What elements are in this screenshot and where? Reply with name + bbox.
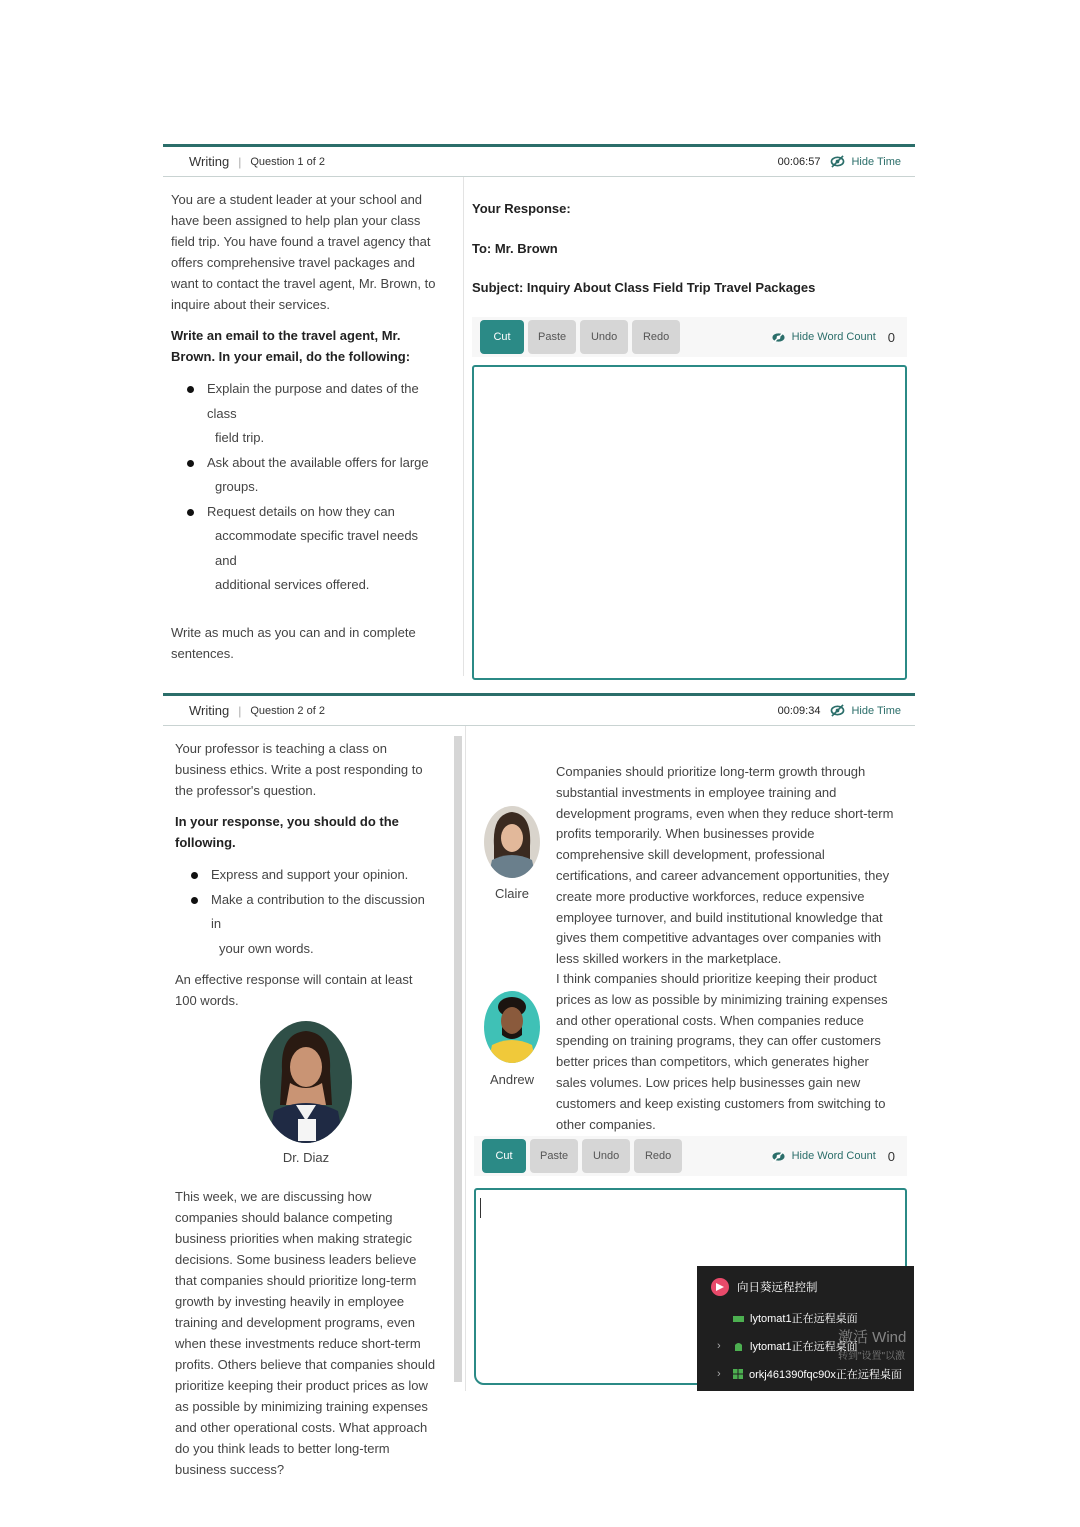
paste-button[interactable]: Paste — [528, 320, 576, 354]
question-number: Question 1 of 2 — [250, 155, 325, 168]
session-label: lytomat1正在远程桌面 — [750, 1313, 858, 1325]
windows-icon — [733, 1369, 743, 1379]
notification-title: 向日葵远程控制 — [737, 1282, 818, 1294]
email-to: To: Mr. Brown — [472, 241, 558, 256]
bullet-dot — [191, 872, 198, 879]
bullet-dot — [187, 460, 194, 467]
sunflower-logo-icon — [711, 1278, 729, 1296]
hide-time-button[interactable] — [830, 704, 901, 717]
top-bar — [163, 696, 915, 726]
prompt-bullet — [189, 888, 437, 962]
prompt-intro: You are a student leader at your school and have been assigned to help plan your class field trip. You have found a travel agency that offers comprehensive travel packages and want to contact the travel agent, Mr. Brown, to inquire about their services. — [171, 192, 436, 312]
activation-watermark: 激活 Wind — [838, 1329, 907, 1346]
eye-slash-icon — [830, 155, 845, 168]
andrew-avatar — [484, 991, 540, 1063]
bullet-line: Make a contribution to the discussion in — [211, 891, 425, 931]
professor-name: Dr. Diaz — [282, 1150, 330, 1165]
hide-time-label: Hide Time — [851, 155, 901, 168]
response-pane — [463, 177, 915, 676]
prompt-bullet — [185, 500, 443, 598]
separator: | — [238, 154, 242, 169]
session-label: lytomat1正在远程桌面 — [750, 1341, 858, 1353]
bullet-dot — [187, 509, 194, 516]
hide-word-count-button[interactable] — [771, 1149, 899, 1164]
monitor-icon — [733, 1314, 744, 1323]
prompt-pane — [163, 726, 453, 1477]
hide-word-count-label: Hide Word Count — [791, 331, 876, 343]
andrew-post: I think companies should prioritize keeping their product prices as low as possible by minimizing training expenses and other operational costs. When companies reduce spending on training programs, they can offer customers better prices than competitors, which generates higher sales volumes. Low prices help businesses gain new customers and keep existing customers from switching to other companies. — [556, 971, 888, 1132]
question-1-panel — [163, 144, 915, 676]
chevron-right-icon: › — [717, 1340, 721, 1352]
text-cursor — [480, 1198, 481, 1218]
bullet-line: groups. — [215, 479, 259, 494]
word-count: 0 — [887, 1148, 895, 1164]
question-number: Question 2 of 2 — [250, 704, 325, 717]
claire-post: Companies should prioritize long-term growth through substantial investments in employee training and development programs, even when they reduce short-term profits temporarily. When businesses provide comprehensive skill development, professional certifications, and career advancement opportunities, they create more productive workforces, reduce expensive employee turnover, and build institutional knowledge that gives them competitive advantages over companies with less skilled workers in the marketplace. — [556, 764, 894, 967]
eye-slash-icon — [771, 331, 786, 344]
session-label: orkj461390fqc90x正在远程桌面 — [749, 1369, 902, 1381]
bullet-line: Express and support your opinion. — [211, 867, 409, 882]
editor-toolbar — [474, 1136, 907, 1176]
prompt-closing: Write as much as you can and in complete sentences. — [171, 624, 416, 661]
prompt-intro: Your professor is teaching a class on business ethics. Write a post responding to the professor's question. — [175, 741, 423, 798]
section-title: Writing — [189, 703, 230, 718]
chevron-right-icon: › — [717, 1368, 721, 1380]
prompt-requirement: An effective response will contain at least 100 words. — [175, 972, 413, 1008]
hide-word-count-label: Hide Word Count — [791, 1150, 876, 1162]
android-icon — [733, 1341, 744, 1352]
prompt-bullets — [189, 863, 437, 961]
eye-slash-icon — [830, 704, 845, 717]
andrew-name: Andrew — [489, 1072, 535, 1087]
timer: 00:06:57 — [777, 155, 821, 168]
redo-button[interactable]: Redo — [632, 320, 680, 354]
bullet-line: additional services offered. — [215, 577, 370, 592]
professor-photo — [260, 1021, 352, 1143]
word-count: 0 — [887, 329, 895, 345]
top-bar — [163, 147, 915, 177]
claire-photo — [484, 806, 540, 878]
section-title: Writing — [189, 154, 230, 169]
bullet-line: Ask about the available offers for large — [207, 454, 429, 470]
bullet-line: Explain the purpose and dates of the class — [207, 381, 419, 421]
claire-name: Claire — [495, 886, 529, 901]
bullet-dot — [187, 386, 194, 393]
cut-button[interactable]: Cut — [482, 1139, 526, 1173]
editor-toolbar — [472, 317, 907, 357]
activation-watermark-sub: 转到"设置"以激 — [838, 1351, 906, 1362]
prompt-bullet — [185, 377, 443, 451]
separator: | — [238, 703, 242, 718]
prompt-bullets — [185, 377, 443, 598]
notification-header — [697, 1266, 914, 1304]
bullet-line: accommodate specific travel needs and — [215, 528, 419, 568]
hide-word-count-button[interactable] — [771, 330, 899, 345]
prompt-bullet — [189, 863, 437, 888]
professor-question: This week, we are discussing how companies should balance competing business priorities when making strategic decisions. Some business leaders believe that companies should prioritize long-term growth by investing heavily in employee training and development programs, even when these investments reduce short-term profits. Others believe that companies should prioritize keeping their product prices as low as possible by minimizing training expenses and other operational costs. What approach do you think leads to better long-term business success? — [175, 1189, 436, 1477]
prompt-pane — [163, 177, 463, 676]
response-textarea[interactable] — [472, 365, 907, 680]
timer: 00:09:34 — [777, 704, 821, 717]
claire-avatar — [484, 806, 540, 878]
andrew-photo — [484, 991, 540, 1063]
cut-button[interactable]: Cut — [480, 320, 524, 354]
prompt-scrollbar[interactable] — [454, 736, 462, 1382]
undo-button[interactable]: Undo — [580, 320, 628, 354]
prompt-instruction: In your response, you should do the following. — [175, 814, 399, 850]
bullet-line: field trip. — [215, 430, 265, 445]
undo-button[interactable]: Undo — [582, 1139, 630, 1173]
professor-avatar — [260, 1021, 352, 1143]
hide-time-button[interactable] — [830, 155, 901, 168]
bullet-line: Request details on how they can — [207, 503, 395, 519]
hide-time-label: Hide Time — [851, 704, 901, 717]
eye-slash-icon — [771, 1150, 786, 1163]
response-label: Your Response: — [472, 201, 571, 216]
prompt-bullet — [185, 451, 443, 500]
paste-button[interactable]: Paste — [530, 1139, 578, 1173]
redo-button[interactable]: Redo — [634, 1139, 682, 1173]
bullet-line: your own words. — [219, 940, 314, 956]
email-subject: Subject: Inquiry About Class Field Trip Travel Packages — [472, 280, 816, 295]
prompt-instruction: Write an email to the travel agent, Mr. Brown. In your email, do the following: — [171, 328, 411, 364]
session-row[interactable] — [697, 1360, 914, 1388]
bullet-dot — [191, 897, 198, 904]
